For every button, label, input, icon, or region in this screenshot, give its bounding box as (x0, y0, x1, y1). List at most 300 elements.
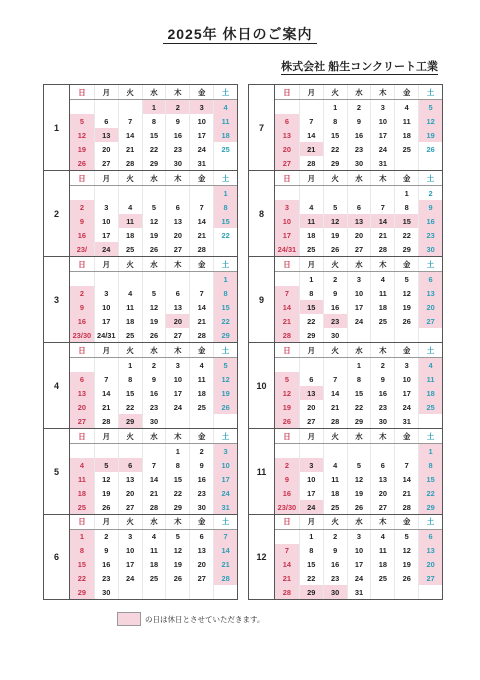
holiday-day-cell: 2 (275, 458, 299, 472)
day-cell (165, 414, 189, 428)
day-cell: 31 (370, 156, 394, 170)
day-cell: 23 (370, 400, 394, 414)
day-cell: 25 (370, 571, 394, 585)
week-row (275, 372, 442, 386)
company-name: 株式会社 船生コンクリート工業 (281, 61, 438, 73)
day-cell: 30 (165, 156, 189, 170)
weekday-cell: 火 (118, 429, 142, 443)
day-cell: 27 (118, 500, 142, 514)
day-cell: 2 (323, 272, 347, 286)
day-cell: 22 (165, 486, 189, 500)
day-cell: 13 (370, 472, 394, 486)
day-cell (94, 100, 118, 114)
week-row (275, 186, 442, 200)
day-cell: 10 (165, 372, 189, 386)
month-label: 1 (44, 85, 70, 170)
holiday-day-cell: 6 (418, 530, 442, 544)
day-cell: 25 (142, 571, 166, 585)
weekday-cell: 月 (94, 171, 118, 185)
day-cell: 20 (94, 142, 118, 156)
day-cell (189, 272, 213, 286)
day-cell (323, 444, 347, 458)
day-cell: 26 (394, 571, 418, 585)
month-label: 10 (249, 343, 275, 428)
day-cell: 3 (94, 286, 118, 300)
holiday-day-cell: 11 (70, 472, 94, 486)
legend-swatch (117, 612, 141, 626)
holiday-day-cell: 11 (299, 214, 323, 228)
day-cell: 6 (165, 200, 189, 214)
day-cell: 18 (370, 557, 394, 571)
month-label: 5 (44, 429, 70, 514)
day-cell: 16 (142, 386, 166, 400)
month-grid (70, 515, 237, 599)
day-cell: 10 (347, 544, 371, 558)
weekday-header (70, 257, 237, 272)
week-row (275, 500, 442, 514)
day-cell: 11 (370, 544, 394, 558)
day-cell: 7 (94, 372, 118, 386)
day-cell (275, 186, 299, 200)
day-cell (70, 100, 94, 114)
weekday-cell: 金 (189, 85, 213, 99)
holiday-day-cell: 27 (275, 156, 299, 170)
holiday-day-cell: 30 (418, 242, 442, 256)
day-cell: 10 (299, 472, 323, 486)
weekday-header (275, 515, 442, 530)
day-cell: 9 (142, 372, 166, 386)
holiday-day-cell: 2 (70, 286, 94, 300)
weekday-cell: 火 (323, 171, 347, 185)
day-cell (165, 186, 189, 200)
day-cell (394, 585, 418, 599)
day-cell: 22 (213, 228, 237, 242)
weekday-cell: 土 (418, 515, 442, 529)
day-cell (418, 328, 442, 342)
holiday-day-cell: 16 (418, 214, 442, 228)
day-cell: 4 (394, 100, 418, 114)
day-cell: 1 (347, 358, 371, 372)
week-row (70, 186, 237, 200)
day-cell (275, 358, 299, 372)
day-cell: 28 (394, 500, 418, 514)
day-cell: 29 (142, 156, 166, 170)
holiday-day-cell: 15 (394, 214, 418, 228)
week-row (70, 228, 237, 242)
month-grid (275, 343, 442, 428)
day-cell: 26 (142, 328, 166, 342)
day-cell: 20 (165, 228, 189, 242)
day-cell: 6 (299, 372, 323, 386)
day-cell: 11 (118, 300, 142, 314)
day-cell (70, 186, 94, 200)
day-cell: 14 (189, 300, 213, 314)
week-row (70, 142, 237, 156)
day-cell: 19 (94, 486, 118, 500)
day-cell: 26 (142, 242, 166, 256)
holiday-day-cell: 10 (213, 458, 237, 472)
week-row (275, 544, 442, 558)
day-cell: 8 (323, 114, 347, 128)
day-cell: 19 (347, 486, 371, 500)
week-row (70, 156, 237, 170)
day-cell: 6 (165, 286, 189, 300)
weekday-cell: 金 (189, 515, 213, 529)
day-cell: 5 (323, 200, 347, 214)
weekday-cell: 木 (370, 429, 394, 443)
month-block (43, 84, 238, 170)
day-cell: 24 (370, 142, 394, 156)
holiday-day-cell: 20 (165, 314, 189, 328)
holiday-day-cell: 29 (418, 500, 442, 514)
holiday-day-cell: 21 (213, 557, 237, 571)
weekday-header (275, 257, 442, 272)
month-grid (70, 85, 237, 170)
week-row (70, 328, 237, 342)
legend (117, 612, 264, 626)
holiday-day-cell: 9 (70, 300, 94, 314)
holiday-day-cell: 14 (275, 300, 299, 314)
day-cell: 22 (394, 228, 418, 242)
day-cell: 4 (118, 286, 142, 300)
weekday-cell: 金 (189, 343, 213, 357)
day-cell: 19 (142, 228, 166, 242)
week-row (275, 358, 442, 372)
day-cell: 26 (418, 142, 442, 156)
weekday-cell: 水 (347, 171, 371, 185)
day-cell: 21 (118, 142, 142, 156)
day-cell: 20 (118, 486, 142, 500)
day-cell (418, 156, 442, 170)
day-cell (142, 444, 166, 458)
holiday-day-cell: 5 (70, 114, 94, 128)
day-cell: 25 (118, 242, 142, 256)
holiday-day-cell: 11 (213, 114, 237, 128)
weekday-cell: 金 (394, 343, 418, 357)
week-row (70, 200, 237, 214)
week-row (70, 571, 237, 585)
day-cell: 19 (394, 300, 418, 314)
day-cell: 14 (94, 386, 118, 400)
day-cell: 17 (394, 386, 418, 400)
day-cell: 7 (142, 458, 166, 472)
day-cell: 30 (323, 328, 347, 342)
day-cell: 20 (347, 228, 371, 242)
weekday-cell: 土 (213, 515, 237, 529)
weekday-cell: 火 (118, 85, 142, 99)
day-cell: 28 (323, 414, 347, 428)
day-cell: 3 (347, 272, 371, 286)
weekday-cell: 水 (142, 429, 166, 443)
day-cell: 10 (94, 214, 118, 228)
weekday-cell: 火 (118, 171, 142, 185)
holiday-day-cell: 8 (213, 200, 237, 214)
day-cell: 2 (142, 358, 166, 372)
week-row (275, 214, 442, 228)
holiday-day-cell: 11 (118, 214, 142, 228)
weekday-cell: 日 (78, 87, 86, 97)
day-cell: 4 (189, 358, 213, 372)
holiday-day-cell: 4 (418, 358, 442, 372)
weekday-cell: 木 (165, 171, 189, 185)
week-row (70, 500, 237, 514)
day-cell: 8 (165, 458, 189, 472)
day-cell: 25 (213, 142, 237, 156)
day-cell: 12 (394, 286, 418, 300)
day-cell: 7 (118, 114, 142, 128)
weekday-cell: 水 (142, 85, 166, 99)
day-cell: 5 (394, 530, 418, 544)
day-cell: 13 (165, 214, 189, 228)
weekday-cell: 火 (323, 257, 347, 271)
holiday-day-cell: 22 (418, 486, 442, 500)
weekday-header (275, 85, 442, 100)
holiday-day-cell: 1 (213, 272, 237, 286)
holiday-day-cell: 18 (213, 128, 237, 142)
weekday-cell: 日 (78, 431, 86, 441)
weekday-cell: 月 (94, 515, 118, 529)
day-cell: 4 (118, 200, 142, 214)
weekday-cell: 金 (189, 429, 213, 443)
month-block (43, 342, 238, 428)
holiday-day-cell: 14 (213, 544, 237, 558)
weekday-cell: 月 (94, 85, 118, 99)
holiday-day-cell: 1 (213, 186, 237, 200)
weekday-cell: 日 (283, 517, 291, 527)
month-grid (70, 257, 237, 342)
holiday-day-cell: 1 (70, 530, 94, 544)
day-cell: 27 (189, 571, 213, 585)
weekday-cell: 土 (418, 85, 442, 99)
day-cell: 26 (323, 242, 347, 256)
day-cell: 22 (142, 142, 166, 156)
day-cell: 27 (347, 242, 371, 256)
day-cell: 8 (347, 372, 371, 386)
day-cell: 17 (94, 228, 118, 242)
day-cell: 14 (118, 128, 142, 142)
week-row (275, 472, 442, 486)
day-cell: 9 (94, 544, 118, 558)
weekday-cell: 金 (189, 171, 213, 185)
day-cell: 7 (189, 286, 213, 300)
week-row (70, 114, 237, 128)
day-cell: 15 (347, 386, 371, 400)
week-row (275, 286, 442, 300)
weekday-cell: 木 (370, 515, 394, 529)
week-row (70, 444, 237, 458)
month-block (43, 170, 238, 256)
holiday-day-cell: 25 (418, 400, 442, 414)
holiday-day-cell: 16 (70, 314, 94, 328)
day-cell: 27 (370, 500, 394, 514)
weekday-cell: 日 (283, 345, 291, 355)
weekday-header (70, 85, 237, 100)
holiday-day-cell: 15 (418, 472, 442, 486)
holiday-day-cell: 7 (275, 286, 299, 300)
day-cell: 3 (370, 100, 394, 114)
holiday-day-cell: 22 (213, 314, 237, 328)
week-row (70, 100, 237, 114)
day-cell: 29 (347, 414, 371, 428)
weekday-cell: 水 (347, 429, 371, 443)
holiday-day-cell: 18 (418, 386, 442, 400)
week-row (70, 557, 237, 571)
day-cell: 22 (347, 400, 371, 414)
holiday-day-cell: 12 (418, 114, 442, 128)
day-cell: 9 (323, 544, 347, 558)
holiday-day-cell: 13 (299, 386, 323, 400)
day-cell: 3 (394, 358, 418, 372)
holiday-day-cell: 9 (418, 200, 442, 214)
week-row (70, 530, 237, 544)
holiday-day-cell: 8 (213, 286, 237, 300)
holiday-day-cell: 29 (213, 328, 237, 342)
holiday-day-cell: 21 (275, 314, 299, 328)
day-cell: 21 (394, 486, 418, 500)
month-label: 11 (249, 429, 275, 514)
holiday-day-cell: 8 (70, 544, 94, 558)
day-cell: 2 (370, 358, 394, 372)
day-cell (299, 100, 323, 114)
holiday-day-cell: 4 (213, 100, 237, 114)
month-label: 8 (249, 171, 275, 256)
weekday-cell: 月 (94, 429, 118, 443)
page-title: 2025年 休日のご案内 (0, 24, 480, 44)
holiday-day-cell: 15 (213, 300, 237, 314)
holiday-day-cell: 23 (418, 228, 442, 242)
weekday-header (70, 343, 237, 358)
day-cell: 9 (165, 114, 189, 128)
day-cell (213, 414, 237, 428)
day-cell (394, 328, 418, 342)
month-label: 9 (249, 257, 275, 342)
week-row (275, 571, 442, 585)
weekday-header (70, 515, 237, 530)
week-row (275, 142, 442, 156)
month-grid (70, 343, 237, 428)
day-cell: 30 (142, 414, 166, 428)
day-cell (70, 444, 94, 458)
day-cell (347, 186, 371, 200)
holiday-day-cell: 13 (70, 386, 94, 400)
weekday-cell: 土 (213, 257, 237, 271)
week-row (70, 400, 237, 414)
weekday-cell: 水 (347, 515, 371, 529)
weekday-header (275, 429, 442, 444)
week-row (275, 128, 442, 142)
weekday-cell: 土 (418, 343, 442, 357)
day-cell: 27 (299, 414, 323, 428)
day-cell: 15 (299, 557, 323, 571)
day-cell: 31 (189, 156, 213, 170)
week-row (275, 314, 442, 328)
day-cell: 20 (370, 486, 394, 500)
day-cell (94, 444, 118, 458)
day-cell: 17 (347, 557, 371, 571)
weekday-cell: 日 (78, 517, 86, 527)
weekday-cell: 金 (394, 515, 418, 529)
week-row (275, 386, 442, 400)
day-cell (189, 186, 213, 200)
day-cell: 24 (118, 571, 142, 585)
day-cell: 2 (189, 444, 213, 458)
holiday-day-cell: 6 (70, 372, 94, 386)
day-cell (275, 100, 299, 114)
holiday-day-cell: 23/ (70, 242, 94, 256)
weekday-cell: 月 (299, 515, 323, 529)
week-row (70, 242, 237, 256)
month-label: 2 (44, 171, 70, 256)
holiday-day-cell: 25 (70, 500, 94, 514)
day-cell: 5 (142, 286, 166, 300)
holiday-day-cell: 3 (189, 100, 213, 114)
holiday-day-cell: 21 (275, 571, 299, 585)
day-cell: 7 (323, 372, 347, 386)
day-cell: 21 (323, 400, 347, 414)
week-row (70, 214, 237, 228)
week-row (70, 372, 237, 386)
weekday-cell: 日 (283, 259, 291, 269)
holiday-day-cell: 11 (418, 372, 442, 386)
day-cell: 12 (142, 214, 166, 228)
day-cell: 16 (323, 557, 347, 571)
day-cell: 4 (370, 272, 394, 286)
day-cell: 1 (118, 358, 142, 372)
holiday-day-cell: 26 (70, 156, 94, 170)
day-cell: 16 (189, 472, 213, 486)
holiday-day-cell: 3 (213, 444, 237, 458)
day-cell: 13 (189, 544, 213, 558)
day-cell (165, 585, 189, 599)
holiday-day-cell: 5 (213, 358, 237, 372)
day-cell: 2 (323, 530, 347, 544)
day-cell: 7 (394, 458, 418, 472)
day-cell: 29 (394, 242, 418, 256)
day-cell: 18 (142, 557, 166, 571)
weekday-cell: 金 (394, 257, 418, 271)
day-cell: 24/31 (94, 328, 118, 342)
day-cell (142, 585, 166, 599)
day-cell: 14 (142, 472, 166, 486)
month-block (248, 514, 443, 600)
day-cell: 21 (370, 228, 394, 242)
holiday-day-cell: 28 (213, 571, 237, 585)
day-cell: 8 (299, 286, 323, 300)
month-grid (275, 257, 442, 342)
weekday-cell: 火 (118, 257, 142, 271)
day-cell: 11 (189, 372, 213, 386)
day-cell: 5 (165, 530, 189, 544)
weekday-cell: 火 (323, 85, 347, 99)
day-cell: 8 (142, 114, 166, 128)
weekday-header (70, 429, 237, 444)
holiday-day-cell: 29 (118, 414, 142, 428)
holiday-day-cell: 16 (275, 486, 299, 500)
day-cell: 10 (347, 286, 371, 300)
holiday-day-cell: 5 (275, 372, 299, 386)
week-row (70, 585, 237, 599)
day-cell: 24 (165, 400, 189, 414)
day-cell: 23 (165, 142, 189, 156)
day-cell: 29 (323, 156, 347, 170)
calendar-column-right (248, 84, 443, 600)
day-cell: 16 (323, 300, 347, 314)
month-label: 7 (249, 85, 275, 170)
day-cell (165, 272, 189, 286)
weekday-cell: 土 (213, 343, 237, 357)
holiday-day-cell: 22 (70, 571, 94, 585)
holiday-day-cell: 15 (70, 557, 94, 571)
